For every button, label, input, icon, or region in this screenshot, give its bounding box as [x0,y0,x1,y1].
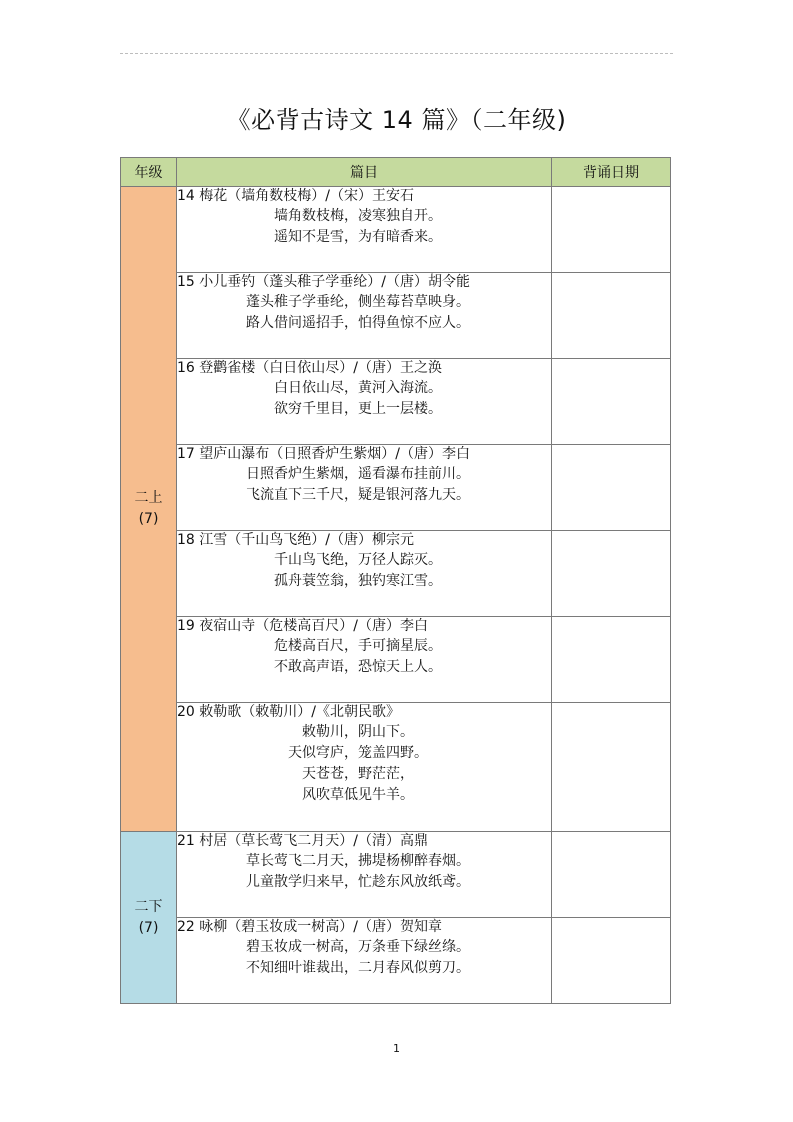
poem-line: 路人借问遥招手，怕得鱼惊不应人。 [246,315,470,331]
table-header-row [121,158,671,187]
grade-count: (7) [138,511,159,527]
poem-line: 不知细叶谁裁出，二月春风似剪刀。 [246,960,470,976]
table-row [121,703,671,832]
poem-heading: 18 江雪（千山鸟飞绝）/（唐）柳宗元 [177,532,414,548]
recitation-date-cell[interactable] [552,359,671,445]
poem-cell [177,445,552,531]
poem-line: 白日依山尽，黄河入海流。 [274,380,442,396]
poem-line: 草长莺飞二月天，拂堤杨柳醉春烟。 [246,853,470,869]
page-title: 《必背古诗文 14 篇》（二年级) [226,106,567,134]
poem-heading: 20 敕勒歌（敕勒川）/《北朝民歌》 [177,704,400,720]
page-number: 1 [393,1042,400,1055]
recitation-date-cell[interactable] [552,187,671,273]
poem-line: 不敢高声语，恐惊天上人。 [274,659,442,675]
column-header-title: 篇目 [177,158,552,187]
recitation-date-cell[interactable] [552,703,671,832]
poem-line: 千山鸟飞绝，万径人踪灭。 [274,552,442,568]
poem-line: 天苍苍，野茫茫， [302,766,414,782]
table-row [121,359,671,445]
table-row [121,187,671,273]
recitation-date-cell[interactable] [552,617,671,703]
grade-cell-upper [121,187,177,832]
recitation-date-cell[interactable] [552,445,671,531]
poem-line: 蓬头稚子学垂纶，侧坐莓苔草映身。 [246,294,470,310]
poem-heading: 22 咏柳（碧玉妆成一树高）/（唐）贺知章 [177,919,442,935]
poem-line: 碧玉妆成一树高，万条垂下绿丝绦。 [246,939,470,955]
column-header-grade: 年级 [121,158,177,187]
grade-label: 二上 [134,490,163,506]
grade-count: (7) [138,919,159,936]
recitation-date-cell[interactable] [552,832,671,918]
table-row [121,273,671,359]
poem-line: 遥知不是雪，为有暗香来。 [274,229,442,245]
poem-cell [177,918,552,1004]
table-row [121,445,671,531]
poem-heading: 19 夜宿山寺（危楼高百尺）/（唐）李白 [177,618,428,634]
poem-line: 墙角数枝梅，凌寒独自开。 [274,208,442,224]
poem-table [120,157,671,1004]
table-row [121,832,671,918]
poem-cell [177,617,552,703]
grade-cell-lower [121,832,177,1004]
poem-cell [177,703,552,832]
poem-heading: 16 登鹳雀楼（白日依山尽）/（唐）王之涣 [177,360,442,376]
column-header-date: 背诵日期 [552,158,671,187]
poem-line: 欲穷千里目，更上一层楼。 [274,401,442,417]
table-row [121,617,671,703]
poem-heading: 15 小儿垂钓（蓬头稚子学垂纶）/（唐）胡令能 [177,274,470,290]
poem-line: 日照香炉生紫烟，遥看瀑布挂前川。 [246,466,470,482]
header-rule [120,53,673,54]
grade-label: 二下 [134,898,163,915]
poem-cell [177,187,552,273]
recitation-date-cell[interactable] [552,531,671,617]
poem-cell [177,273,552,359]
poem-cell [177,832,552,918]
table-row [121,918,671,1004]
poem-cell [177,531,552,617]
recitation-date-cell[interactable] [552,918,671,1004]
recitation-date-cell[interactable] [552,273,671,359]
poem-heading: 17 望庐山瀑布（日照香炉生紫烟）/（唐）李白 [177,446,470,462]
poem-line: 孤舟蓑笠翁，独钓寒江雪。 [274,573,442,589]
poem-cell [177,359,552,445]
poem-line: 风吹草低见牛羊。 [302,787,414,803]
poem-heading: 14 梅花（墙角数枝梅）/（宋）王安石 [177,188,414,204]
poem-line: 天似穹庐，笼盖四野。 [288,745,428,761]
table-row [121,531,671,617]
poem-heading: 21 村居（草长莺飞二月天）/（清）高鼎 [177,833,428,849]
poem-line: 儿童散学归来早，忙趁东风放纸鸢。 [246,874,470,890]
poem-line: 危楼高百尺，手可摘星辰。 [274,638,442,654]
poem-line: 飞流直下三千尺，疑是银河落九天。 [246,487,470,503]
poem-line: 敕勒川，阴山下。 [302,724,414,740]
